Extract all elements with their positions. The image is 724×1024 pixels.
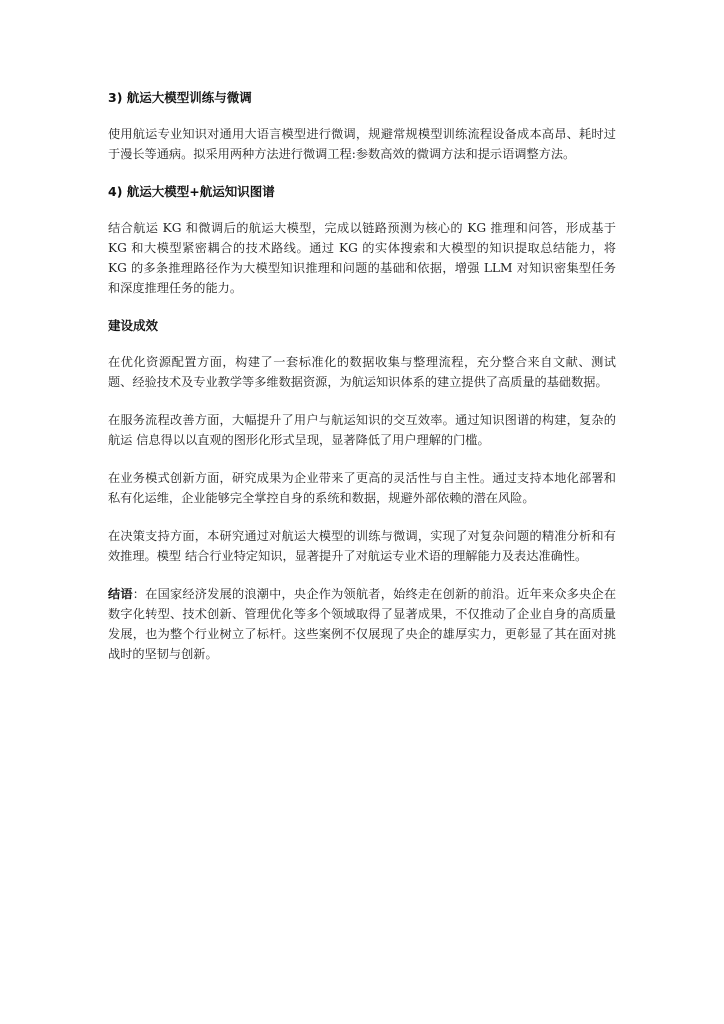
section-heading-3: 3) 航运大模型训练与微调	[108, 90, 252, 105]
results-paragraph-service: 在服务流程改善方面，大幅提升了用户与航运知识的交互效率。通过知识图谱的构建，复杂的航运 信息得以以直观的图形化形式呈现，显著降低了用户理解的门槛。	[108, 413, 616, 447]
results-paragraph-resources: 在优化资源配置方面，构建了一套标准化的数据收集与整理流程，充分整合来自文献、测试题、经验技术及专业教学等多维数据资源，为航运知识体系的建立提供了高质量的基础数据。	[108, 355, 616, 389]
conclusion-label: 结语	[108, 587, 133, 601]
conclusion-body: ：在国家经济发展的浪潮中，央企作为领航者，始终走在创新的前沿。近年来众多央企在数字化转型、技术创新、管理优化等多个领域取得了显著成果，不仅推动了企业自身的高质量发展，也为整个行业树立了标杆。这些案例不仅展现了央企的雄厚实力，更彰显了其在面对挑战时的坚韧与创新。	[108, 587, 617, 661]
document-page	[108, 88, 616, 664]
section-body-4: 结合航运 KG 和微调后的航运大模型，完成以链路预测为核心的 KG 推理和问答，形成基于 KG 和大模型紧密耦合的技术路线。通过 KG 的实体搜索和大模型的知识提取总结能力，将 KG 的多条推理路径作为大模型知识推理和问题的基础和依据，增强 LLM 对知识密集型任务和深度推理任务的能力。	[108, 221, 616, 295]
conclusion-paragraph	[108, 584, 616, 664]
results-heading: 建设成效	[108, 318, 159, 333]
section-body-3: 使用航运专业知识对通用大语言模型进行微调，规避常规模型训练流程设备成本高昂、耗时过于漫长等通病。拟采用两种方法进行微调工程:参数高效的微调方法和提示语调整方法。	[108, 127, 616, 161]
results-paragraph-decision: 在决策支持方面，本研究通过对航运大模型的训练与微调，实现了对复杂问题的精准分析和有效推理。模型 结合行业特定知识，显著提升了对航运专业术语的理解能力及表达准确性。	[108, 529, 616, 563]
results-paragraph-business: 在业务模式创新方面，研究成果为企业带来了更高的灵活性与自主性。通过支持本地化部署和私有化运维，企业能够完全掌控自身的系统和数据，规避外部依赖的潜在风险。	[108, 471, 616, 505]
section-heading-4: 4) 航运大模型+航运知识图谱	[108, 184, 275, 199]
